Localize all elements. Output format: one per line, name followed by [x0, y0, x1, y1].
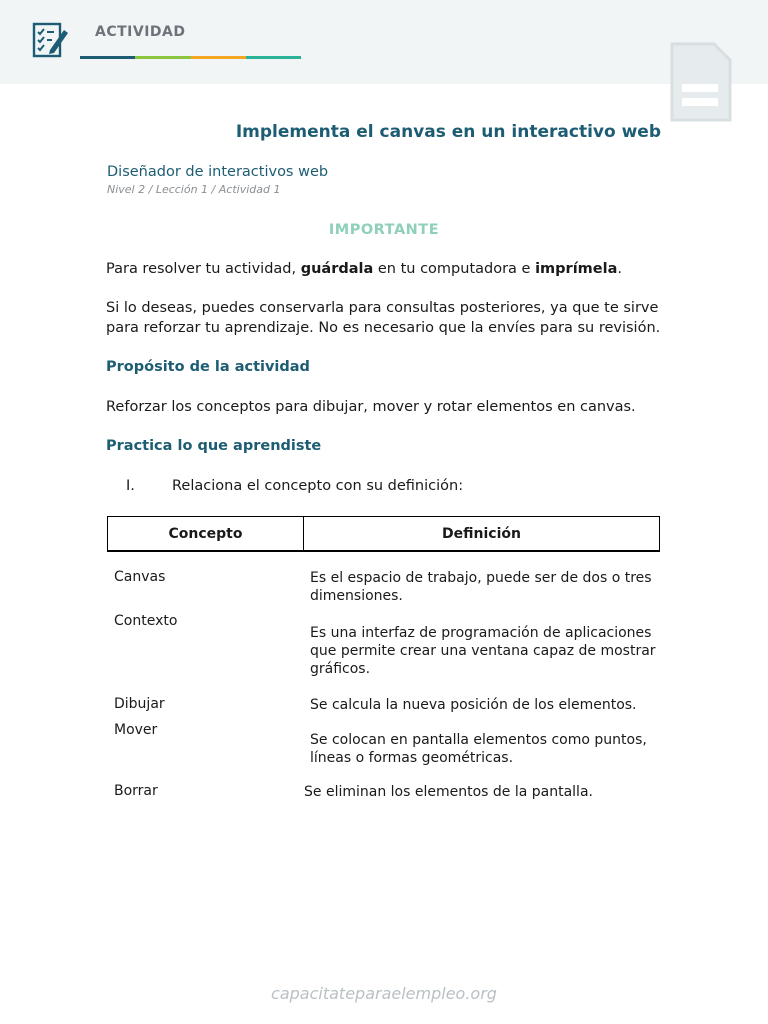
- page-title: Implementa el canvas en un interactivo web: [235, 122, 661, 142]
- important-heading: IMPORTANTE: [328, 222, 440, 238]
- purpose-text: Reforzar los conceptos para dibujar, mover y rotar elementos en canvas.: [106, 399, 636, 415]
- header-label: ACTIVIDAD: [95, 24, 186, 40]
- header-concept: Concepto: [108, 517, 304, 550]
- concept-item: Canvas: [114, 569, 166, 585]
- header-color-rule: [80, 56, 301, 59]
- footer-url: capacitateparaelempleo.org: [271, 984, 497, 1003]
- intro-paragraph-1: Para resolver tu actividad, guárdala en tu computadora e imprímela.: [106, 261, 622, 277]
- concept-item: Mover: [114, 722, 158, 738]
- table-header: [107, 516, 660, 552]
- level-breadcrumb: Nivel 2 / Lección 1 / Actividad 1: [107, 183, 281, 196]
- concept-item: Dibujar: [114, 696, 165, 712]
- definition-item: Es el espacio de trabajo, puede ser de dos o tres dimensiones.: [310, 570, 652, 604]
- concept-item: Contexto: [114, 613, 178, 629]
- definition-item: Es una interfaz de programación de aplicaciones que permite crear una ventana capaz de mostrar gráficos.: [310, 625, 656, 677]
- definition-item: Se eliminan los elementos de la pantalla.: [304, 784, 593, 800]
- intro-paragraph-2: Si lo deseas, puedes conservarla para consultas posteriores, ya que te sirve para reforzar tu aprendizaje. No es necesario que la envíes para su revisión.: [106, 300, 661, 336]
- checklist-pencil-icon: [30, 20, 70, 60]
- course-name: Diseñador de interactivos web: [107, 164, 329, 180]
- definition-item: Se calcula la nueva posición de los elementos.: [310, 697, 637, 713]
- definition-item: Se colocan en pantalla elementos como puntos, líneas o formas geométricas.: [310, 732, 647, 766]
- concept-item: Borrar: [114, 783, 158, 799]
- practice-heading: Practica lo que aprendiste: [106, 438, 322, 454]
- purpose-heading: Propósito de la actividad: [106, 359, 310, 375]
- item-number: I.: [126, 478, 135, 494]
- item-instruction: Relaciona el concepto con su definición:: [172, 478, 464, 494]
- header-definition: Definición: [442, 525, 521, 542]
- document-icon: [668, 40, 734, 124]
- header-band: [0, 0, 768, 84]
